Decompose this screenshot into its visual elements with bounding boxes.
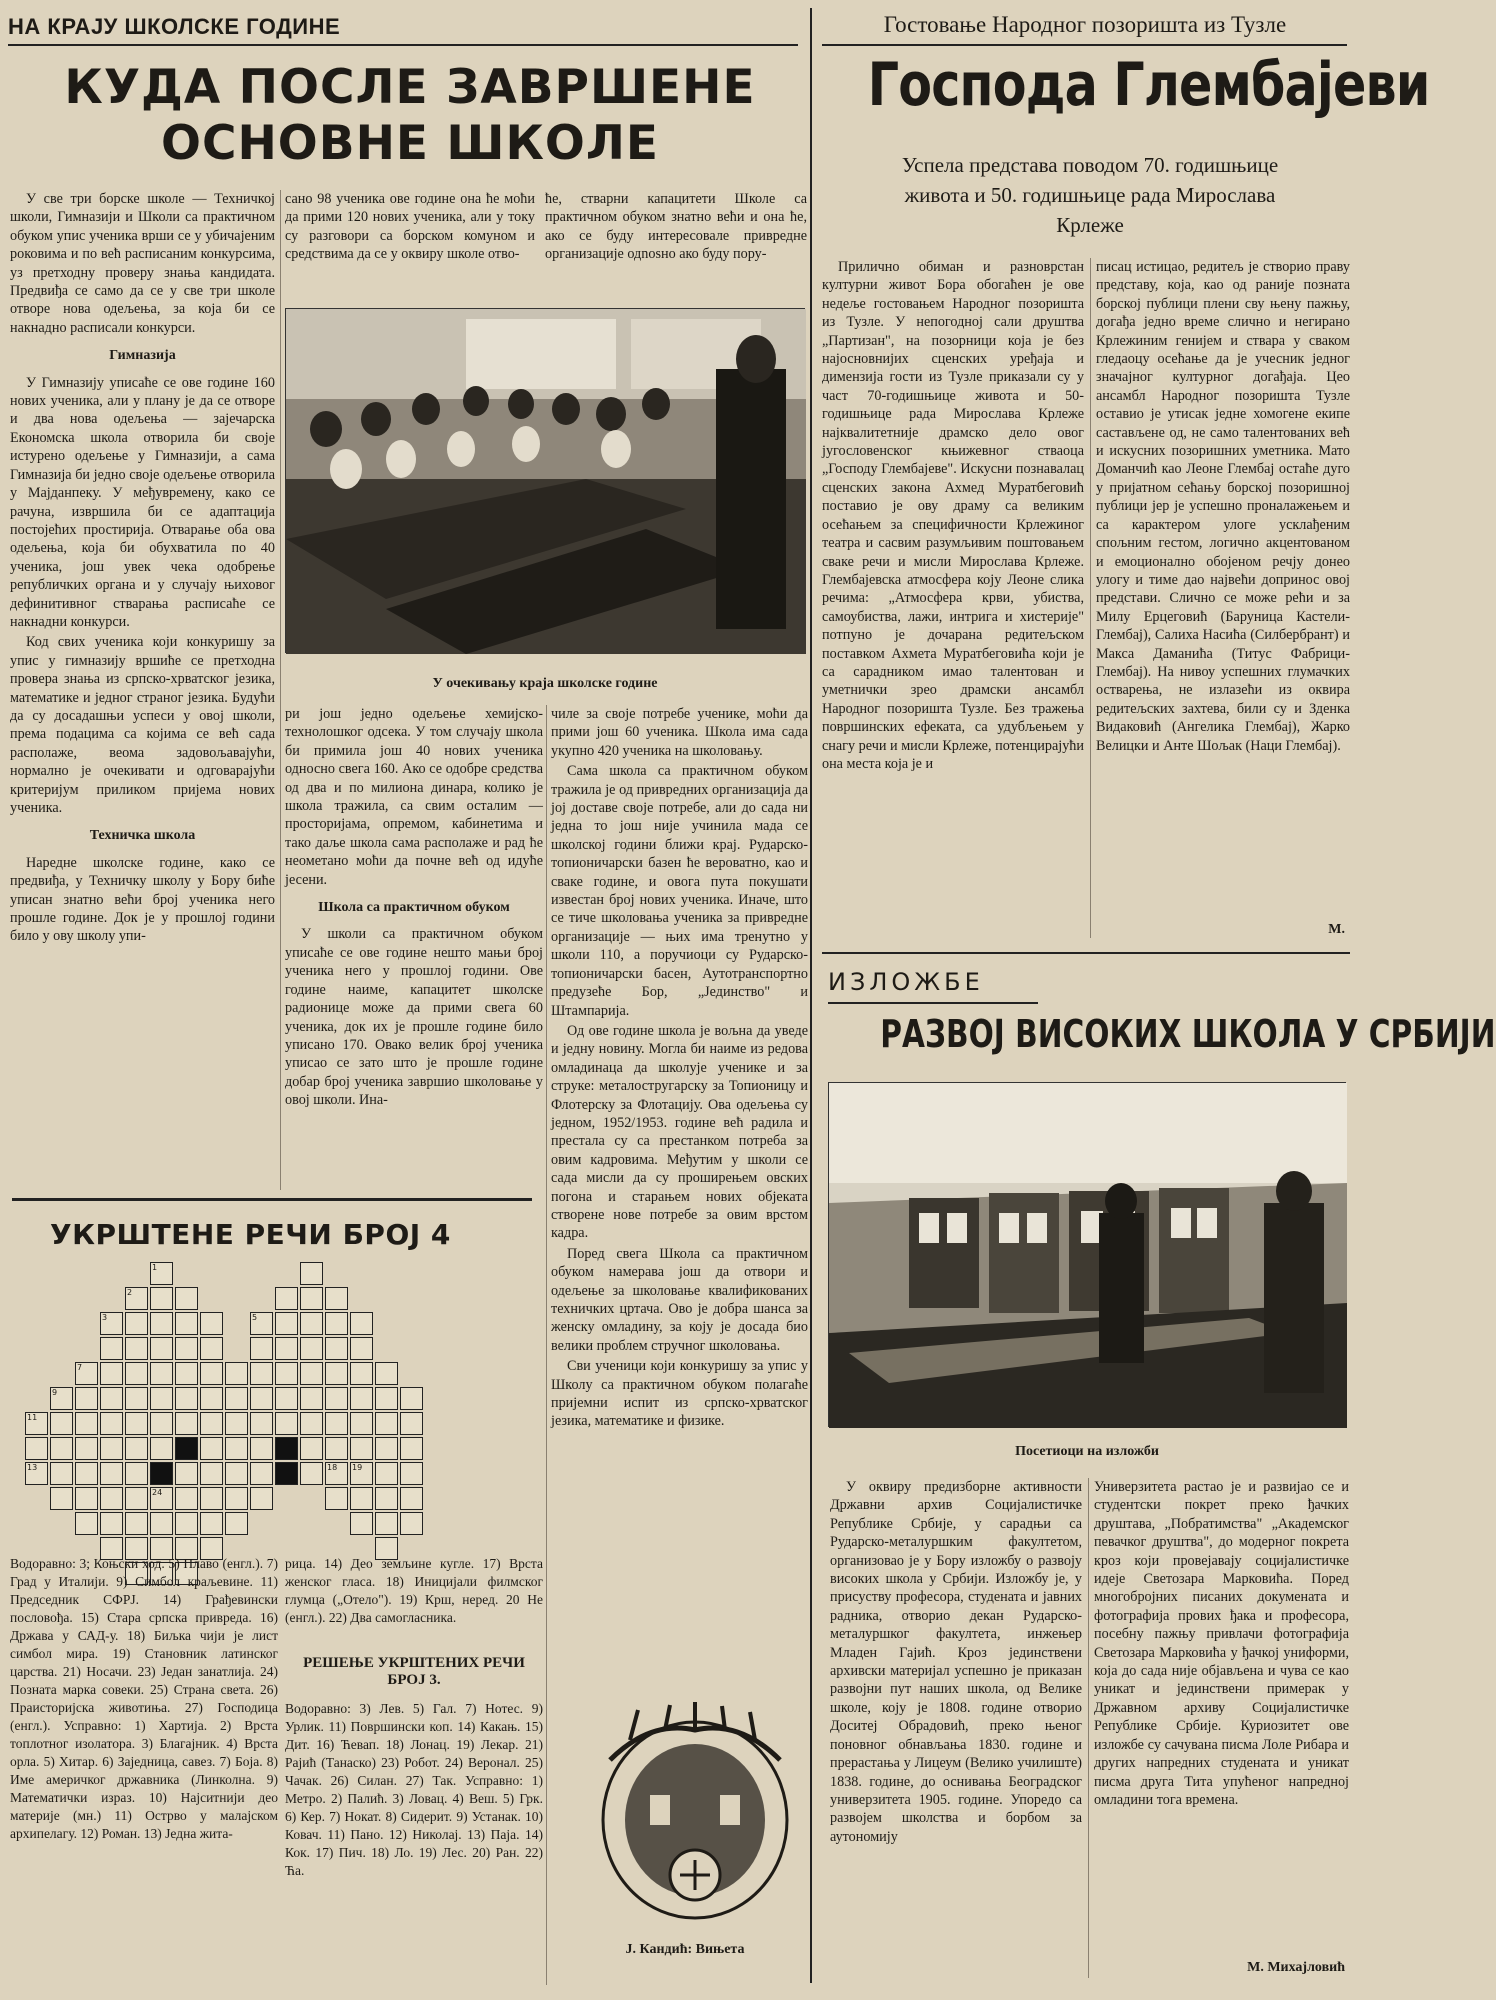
- crossword-cell: [100, 1512, 123, 1535]
- paragraph: Наредне школске године, како се предвиђа, у Техничку школу у Бору биће уписан знатно већи број ученика него прошле године. Док је у прошлој години било у ову школу упи-: [10, 854, 275, 945]
- crossword-cell: [400, 1462, 423, 1485]
- header-rule: [8, 44, 798, 46]
- crossword-cell: 13: [25, 1462, 48, 1485]
- crossword-cell: [225, 1512, 248, 1535]
- crossword-cell: [125, 1462, 148, 1485]
- crossword-cell: [200, 1387, 223, 1410]
- section-kicker: НА КРАЈУ ШКОЛСКЕ ГОДИНЕ: [8, 14, 341, 39]
- classroom-image: [286, 309, 806, 654]
- crossword-cell: [375, 1487, 398, 1510]
- crossword-cell: [225, 1487, 248, 1510]
- crossword-cell: [325, 1437, 348, 1460]
- exhibition-photo: [828, 1082, 1346, 1427]
- crossword-cell: [275, 1337, 298, 1360]
- crossword-cell: [100, 1362, 123, 1385]
- crossword-cell: [275, 1287, 298, 1310]
- crossword-cell: [350, 1387, 373, 1410]
- crossword-cell: [75, 1462, 98, 1485]
- crossword-cell: [175, 1437, 198, 1460]
- crossword-cell: [350, 1412, 373, 1435]
- section-label-underline: [828, 1002, 1038, 1004]
- crossword-cell: [100, 1462, 123, 1485]
- crossword-cell: [325, 1362, 348, 1385]
- crossword-cell: [200, 1512, 223, 1535]
- crossword-cell: [175, 1312, 198, 1335]
- crossword-cell: [225, 1362, 248, 1385]
- crossword-cell: 5: [250, 1312, 273, 1335]
- paragraph: У оквиру предизборне активности Државни архив Социјалистичке Републике Србије, у сарадњи са Рударско-металуршким факултетом, организовао је у Бору изложбу о развоју високих школа у Србији. Изложбу је, у присуству професора, студената и јавних радника, отворио декан Рударско-металуршког факултета, инжењер Младен Гајић. Кроз јединствени архивски материјал успешно је приказан развојни пут наших школа, од Велике школе, коју је 1808. године отворио Доситеј Обрадовић, преко њеног поновног обнављања 1830. године и прерастања у Лицеум (Велико училиште) 1838. године, до оснивања Београдског универзитета 1905. године. Упоредо са развојем школства и борбом за аутономију: [830, 1479, 1082, 1845]
- crossword-cell: [400, 1387, 423, 1410]
- crossword-cell: [300, 1262, 323, 1285]
- subheading-tehnicka-skola: Техничка школа: [89, 828, 196, 844]
- paragraph: ће, стварни капацитети Школе са практичном обуком знатно већи и она ће, ако се буду интересовале привредне организације одnosно ако буду пору-: [545, 191, 807, 263]
- crossword-cell: [125, 1312, 148, 1335]
- crossword-cell: [100, 1437, 123, 1460]
- crossword-cell: [325, 1412, 348, 1435]
- crossword-cell: [150, 1312, 173, 1335]
- crossword-cell: [300, 1387, 323, 1410]
- crossword-cell: [75, 1487, 98, 1510]
- crossword-cell: [175, 1487, 198, 1510]
- crossword-cell: [225, 1462, 248, 1485]
- crossword-cell: [400, 1412, 423, 1435]
- crossword-cell: [150, 1437, 173, 1460]
- subheading-prakticna-obuka: Школа са практичном обуком: [318, 900, 510, 916]
- crossword-cell: [125, 1437, 148, 1460]
- article-separator: [822, 952, 1350, 954]
- crossword-cell: [125, 1337, 148, 1360]
- crossword-cell: [350, 1487, 373, 1510]
- article1-column-3-bottom: [551, 705, 808, 1665]
- crossword-cell: [125, 1362, 148, 1385]
- article3-signature: М. Михајловић: [1247, 1960, 1345, 1975]
- article3-section-label: ИЗЛОЖБЕ: [828, 968, 984, 996]
- crossword-cell: [250, 1337, 273, 1360]
- paragraph: Поред свега Школа са практичном обуком намерава још да отвори и одељење за школовање квалификованих техничких цртача. Ово је добра шанса за женску омладину, за коју је досада био велики проблем стручног школовања.: [551, 1245, 808, 1354]
- paragraph: У Гимназију уписаће се ове године 160 нових ученика, али у плану је да се отворе и два нова одељења — зајечарска Економска школа отворила би своје истурено одељење у Гимназији, а сама Гимназија би једно своје одељење отворила у Мајданпеку. У међувремену, како се рачуна, извршила би се адаптација постојећих простирија. Отварање оба ова одељења, која би обухватила по 40 ученика, још увек чека одобрење републичких органа и у случају њиховог дефинитивног стварања расписаће се накнадни конкурси.: [10, 374, 275, 630]
- crossword-cell: 24: [150, 1487, 173, 1510]
- crossword-cell: [200, 1362, 223, 1385]
- classroom-photo-caption: У очекивању краја школске године: [432, 676, 658, 691]
- crossword-cell: [125, 1387, 148, 1410]
- crossword-cell: [200, 1337, 223, 1360]
- crossword-cell: [200, 1462, 223, 1485]
- crossword-cell: [150, 1512, 173, 1535]
- crossword-clues-continued: [285, 1555, 543, 1645]
- crossword-cell: [175, 1362, 198, 1385]
- crossword-cell: [75, 1437, 98, 1460]
- crossword-cell: [150, 1462, 173, 1485]
- paragraph: Прилично обиман и разноврстан културни живот Бора обогаћен је ове недеље гостовањем Народног позоришта из Тузле. У непогодној сали друштва „Партизан", на позорници која је без најосновнијих сценских уређаја и димензија гости из Тузле приказали су у част 70-годишњице живота и 50-годишњице рада Мирослава Крлеже најквалитетније драмско дело овог југословенског књижевног стваоца „Господу Глембајеве". Искусни познавалац сценских закона Ахмед Муратбеговић поставио је ову драму са великим осећањем за специфичности Крлежиног театра и сасвим разумљивим поштовањем сваке речи и мисли Мирослава Крлеже. Глембајевска атмосфера коју Леоне слика речима: „Атмосфера крви, убиства, самоубиства, лажи, интрига и хистерије" потпуно је дочарана редитељском поставком Ахмета Муратбеговића који је са сарадником имао талентован и уметнички зрео драмски ансамбл Народног позоришта Тузле. Без тражења површинских ефеката, са удубљењем у снагу речи и мисли Крлеже, потенцирајући она места која је и: [822, 259, 1084, 772]
- crossword-cell: [350, 1337, 373, 1360]
- article2-column-1: [822, 258, 1084, 948]
- paragraph: ри још једно одељење хемијско-технолошког одсека. У том случају школа би примила још 40 нових ученика односно свега 160. Ако се одобре средства од два и по милиона динара, колико је школа тражила, са свим осталим — просторијама, опремом, кабинетима и тако даље школа сама располаже и рад ће неометано моћи да почне већ од идуће јесени.: [285, 706, 543, 888]
- column-gutter-rule: [810, 8, 812, 1983]
- article2-signature: М.: [1328, 922, 1345, 937]
- crossword-cell: [200, 1437, 223, 1460]
- crossword-cell: [175, 1412, 198, 1435]
- crossword-cell: [400, 1487, 423, 1510]
- crossword-cell: [150, 1387, 173, 1410]
- paragraph: У све три борске школе — Техничкој школи, Гимназији и Школи са практичном обуком упис ученика врши се у убичајеним роковима и по већ расписаним конкурсима, уз претходну проверу знања кандидата. Предвиђа се само да се у све три школе отворе нова одељења, за која би се накнадно расписали конкурси.: [10, 191, 275, 336]
- crossword-cell: [150, 1412, 173, 1435]
- crossword-cell: [250, 1487, 273, 1510]
- solution-text-body: Водоравно: 3) Лев. 5) Гал. 7) Нотес. 9) Урлик. 11) Површински коп. 14) Какањ. 15) Дит. 16) Ћевап. 18) Лонац. 19) Лекар. 21) Рајић (Танаско) 23) Робот. 24) Веронал. 25) Чачак. 26) Силан. 27) Так. Усправно: 1) Метро. 2) Палић. 3) Ловац. 4) Веш. 5) Грк. 6) Кер. 7) Нокат. 8) Сидерит. 9) Устанак. 10) Ковач. 11) Пано. 12) Николај. 13) Паја. 14) Кок. 17) Пич. 18) Ло. 19) Лес. 20) Ран. 22) Ћа.: [285, 1701, 543, 1878]
- crossword-cell: [150, 1287, 173, 1310]
- crossword-cell: 1: [150, 1262, 173, 1285]
- crossword-cell: [250, 1412, 273, 1435]
- article-headline: [40, 60, 780, 172]
- crossword-cell: 11: [25, 1412, 48, 1435]
- crossword-cell: [275, 1412, 298, 1435]
- paragraph: сано 98 ученика ове године она ће моћи да прими 120 нових ученика, али у току су разговори са борском комуном и средствима да се у оквиру школе отво-: [285, 191, 535, 263]
- crossword-cell: [225, 1387, 248, 1410]
- crossword-cell: [125, 1512, 148, 1535]
- crossword-cell: [225, 1437, 248, 1460]
- crossword-cell: [300, 1462, 323, 1485]
- crossword-cell: [300, 1412, 323, 1435]
- crossword-cell: [275, 1362, 298, 1385]
- crossword-cell: [125, 1412, 148, 1435]
- crossword-cell: [175, 1387, 198, 1410]
- crossword-cell: [50, 1412, 73, 1435]
- crossword-cell: [250, 1462, 273, 1485]
- crossword-cell: [175, 1337, 198, 1360]
- crossword-cell: [225, 1412, 248, 1435]
- crossword-cell: [200, 1487, 223, 1510]
- article2-headline: Господа Глембајеви: [867, 50, 1430, 120]
- crossword-cell: 18: [325, 1462, 348, 1485]
- crossword-cell: [25, 1437, 48, 1460]
- crossword-cell: [300, 1362, 323, 1385]
- crossword-clues-text: Водоравно: 3; Коњски ход. 5) Плаво (енгл.). 7) Град у Италији. 9) Симбол краљевине. 11) Председник СФРЈ. 14) Грађевински пословођа. 15) Стара српска привреда. 16) Држава у САД-у. 18) Биљка чији је лист симбол мира. 19) Становник латинског царства. 21) Носачи. 23) Један занатлија. 24) Позната марка совеки. 25) Страна света. 26) Праисторијска животиња. 27) Господица (енгл.). Усправно: 1) Хартија. 2) Врста топлотног изолатора. 3) Благајник. 4) Врста орла. 5) Хитар. 6) Заједница, савез. 7) Боја. 8) Име америчког државника (Линколна. 9) Математички израз. 10) Најситнији део материје (мн.) 11) Острво у малајском архипелагу. 12) Роман. 13) Једна жита-: [10, 1556, 278, 1841]
- crossword-cell: [375, 1462, 398, 1485]
- crossword-cell: [375, 1362, 398, 1385]
- crossword-cell: [175, 1512, 198, 1535]
- column-divider: [546, 705, 547, 1985]
- crossword-cell: [325, 1487, 348, 1510]
- crossword-cell: [250, 1437, 273, 1460]
- crossword-cell: [325, 1312, 348, 1335]
- crossword-cell: [350, 1312, 373, 1335]
- crossword-cell: [200, 1412, 223, 1435]
- crossword-cell: [325, 1337, 348, 1360]
- crossword-cell: [75, 1412, 98, 1435]
- crossword-cell: 9: [50, 1387, 73, 1410]
- crossword-title: УКРШТЕНЕ РЕЧИ БРОЈ 4: [50, 1218, 451, 1251]
- crossword-cell: [300, 1287, 323, 1310]
- crossword-cell: [325, 1387, 348, 1410]
- crossword-clues-text: рица. 14) Део земљине кугле. 17) Врста женског гласа. 18) Иницијали филмског глумца („Отело"). 19) Крш, неред. 20 Не (енгл.). 22) Два самогласника.: [285, 1556, 543, 1625]
- headline-line-2: ОСНОВНЕ ШКОЛЕ: [161, 116, 659, 171]
- crossword-cell: [100, 1412, 123, 1435]
- exhibition-photo-caption: Посетиоци на изложби: [1015, 1444, 1159, 1459]
- crossword-cell: [50, 1462, 73, 1485]
- crossword-cell: [275, 1387, 298, 1410]
- paragraph: Код свих ученика који конкуришу за упис у гимназију вршиће се претходна провера знања из српско-хрватског језика, математике и једног страног језика. Будући да су досадашњи успеси у овој школи, према подацима са којима се већ сада располаже, веома задовољавајући, нормално је очекивати и одговарајући критеријум приликом пријема нових ученика.: [10, 634, 275, 816]
- crossword-cell: [250, 1387, 273, 1410]
- article1-column-1: [10, 190, 275, 1200]
- crossword-top-rule: [12, 1198, 532, 1201]
- crossword-cell: [325, 1287, 348, 1310]
- paragraph: Од ове године школа је вољна да уведе и једну новину. Могла би наиме из редова омладинаца да школује ученике и за струке: металостругарску за Топионицу и Флотерску за Флотацију. Ова одељења су једном, 1952/1953. године већ радила и престала су са престанком потреба за овим кадровима. Међутим у школи се сада мисли да су проширењем овских погона и старањем нових објеката створене нове потребе за овим врстом кадра.: [551, 1022, 808, 1242]
- subheading-gimnazija: Гимназија: [109, 348, 176, 364]
- vignette-drawing: [590, 1700, 800, 1930]
- crossword-cell: [400, 1512, 423, 1535]
- crossword-cell: [300, 1312, 323, 1335]
- crossword-cell: [400, 1437, 423, 1460]
- crossword-cell: [375, 1387, 398, 1410]
- crossword-cell: [125, 1487, 148, 1510]
- paragraph: Сама школа са практичном обуком тражила је од привредних организација да јој доставе своје потребе, али до сада ни једна то још није учинила мада се школској години ближи крај. Рударско-топионичарски базен ће вероватно, као и сваке године, и овога пута покушати известан број нових ученика. Иначе, што се тиче школовања ученика за привредне организације — њих има тренутно у школи 110, а поручиоци су Рударско-топионичарски басен, Аутотранспортно предузеће Бор, „Јединство" и Штампарија.: [551, 763, 808, 1019]
- crossword-cell: [200, 1312, 223, 1335]
- paragraph: У школи са практичном обуком уписаће се ове године нешто мањи број ученика него у прошлој години. Ове године наиме, капацитет школске радионице може да прими свега 60 ученика, док их је прошле године било уписано 170. Овако велик број ученика уписао се зато што је прошле године добар број ученика завршио школовање у овој школи. Ина-: [285, 926, 543, 1109]
- article1-column-2-top: [285, 190, 535, 300]
- crossword-clues: [10, 1555, 278, 1985]
- crossword-cell: [275, 1312, 298, 1335]
- paragraph: Универзитета растао је и развијао се и студентски покрет преко ђачких друштава, „Побратимства" „Академског певачког друштва", до модерног покрета кроз који провејавају социјалистичке идеје Светозара Марковића. Поред многобројних писаних докумената и фотографија прових ђака и професора, посебну пажњу привлачи фотографија Светозара Марковића у ђачкој униформи, која до сада није објављена и чува се као уникат и јединствени примерак у Државном архиву Социјалистичке Републике Србије. Куриозитет ове изложбе су сачувана писма Лоле Рибара и других напредних студената и уникат писма друга Тита упућеног напредној омладини тога времена.: [1094, 1479, 1349, 1808]
- crossword-cell: [375, 1512, 398, 1535]
- paragraph: Сви ученици који конкуришу за упис у Школу са практичном обуком полагаће пријемни испит из српско-хрватског језика, математике и физике.: [551, 1358, 808, 1430]
- crossword-grid: [15, 1262, 535, 1552]
- crossword-cell: [150, 1337, 173, 1360]
- crossword-cell: [375, 1412, 398, 1435]
- crossword-cell: [375, 1437, 398, 1460]
- crossword-cell: [275, 1462, 298, 1485]
- vignette-illustration: [590, 1700, 800, 1930]
- header-rule-right: [822, 44, 1347, 46]
- column-divider: [280, 190, 281, 1190]
- crossword-cell: [100, 1487, 123, 1510]
- crossword-cell: [150, 1362, 173, 1385]
- top-right-label: Гостовање Народног позоришта из Тузле: [883, 12, 1287, 37]
- article3-column-1: [830, 1478, 1082, 1983]
- crossword-cell: [75, 1387, 98, 1410]
- classroom-photo: [285, 308, 805, 653]
- article1-column-2-bottom: [285, 705, 543, 1190]
- solution-title: РЕШЕЊЕ УКРШТЕНИХ РЕЧИ БРОЈ 3.: [303, 1655, 525, 1688]
- vignette-caption: J. Кандић: Вињета: [625, 1942, 745, 1957]
- exhibition-image: [829, 1083, 1347, 1428]
- crossword-cell: [250, 1362, 273, 1385]
- crossword-cell: [100, 1337, 123, 1360]
- crossword-cell: 2: [125, 1287, 148, 1310]
- crossword-cell: [350, 1437, 373, 1460]
- crossword-cell: [300, 1437, 323, 1460]
- column-divider: [1088, 1478, 1089, 1978]
- crossword-cell: [275, 1437, 298, 1460]
- crossword-cell: [350, 1362, 373, 1385]
- headline-line-1: КУДА ПОСЛЕ ЗАВРШЕНЕ: [64, 60, 756, 115]
- article1-column-3-top: [545, 190, 807, 300]
- column-divider: [1090, 258, 1091, 938]
- crossword-cell: 7: [75, 1362, 98, 1385]
- article3-headline: РАЗВОЈ ВИСОКИХ ШКОЛА У СРБИЈИ: [880, 1012, 1496, 1056]
- crossword-cell: 19: [350, 1462, 373, 1485]
- crossword-cell: [175, 1287, 198, 1310]
- paragraph: чиле за своје потребе ученике, моћи да прими још 60 ученика. Школа има сада укупно 420 ученика на школовању.: [551, 706, 808, 759]
- article3-column-2: [1094, 1478, 1349, 1958]
- crossword-cell: [50, 1487, 73, 1510]
- article2-subtitle: Успела представа поводом 70. годишњице живота и 50. годишњице рада Мирослава Крлеже: [901, 153, 1279, 237]
- solution-text: [285, 1700, 543, 1985]
- crossword-cell: [100, 1387, 123, 1410]
- crossword-cell: [175, 1462, 198, 1485]
- crossword-cell: [50, 1437, 73, 1460]
- crossword-cell: 3: [100, 1312, 123, 1335]
- article2-column-2: [1096, 258, 1350, 926]
- crossword-cell: [350, 1512, 373, 1535]
- crossword-cell: [75, 1512, 98, 1535]
- paragraph: писац истицао, редитељ је створио праву представу, која, као од раније позната борској публици плени сву њену пажњу, догађа једно време слично и негирано Крлежиним генијем и ствара у сваком гледаоцу осећање да је учесник једног значајног културног догађаја. Цео ансамбл Народног позоришта Тузле оставио је утисак једне хомогене екипе састављене од, не само талентованих већ и искусних позоришних уметника. Мато Доманчић као Леоне Глембај остаће дуго у пријатном сећању борској позоришној публици јер је успешно проналажењем и са карактером улоге усклађеним спољним гестом, логично акцентованом и емоционално обојеном речју донео улогу и тиме дао највећи допринос овој представи. Слично се може рећи и за Милу Ерцеговић (Баруница Кастели-Глембај), Салиха Насића (Силбербрант) и Макса Даманића (Титус Фабрици-Глембај). На нивоу успешних глумачких остварења, не излазећи из оквира редитељских захтева, били су и Зденка Видаковић (Ангелика Глембај), Жарко Велицки и Анте Шољак (Наци Глембај).: [1096, 259, 1350, 754]
- crossword-cell: [300, 1337, 323, 1360]
